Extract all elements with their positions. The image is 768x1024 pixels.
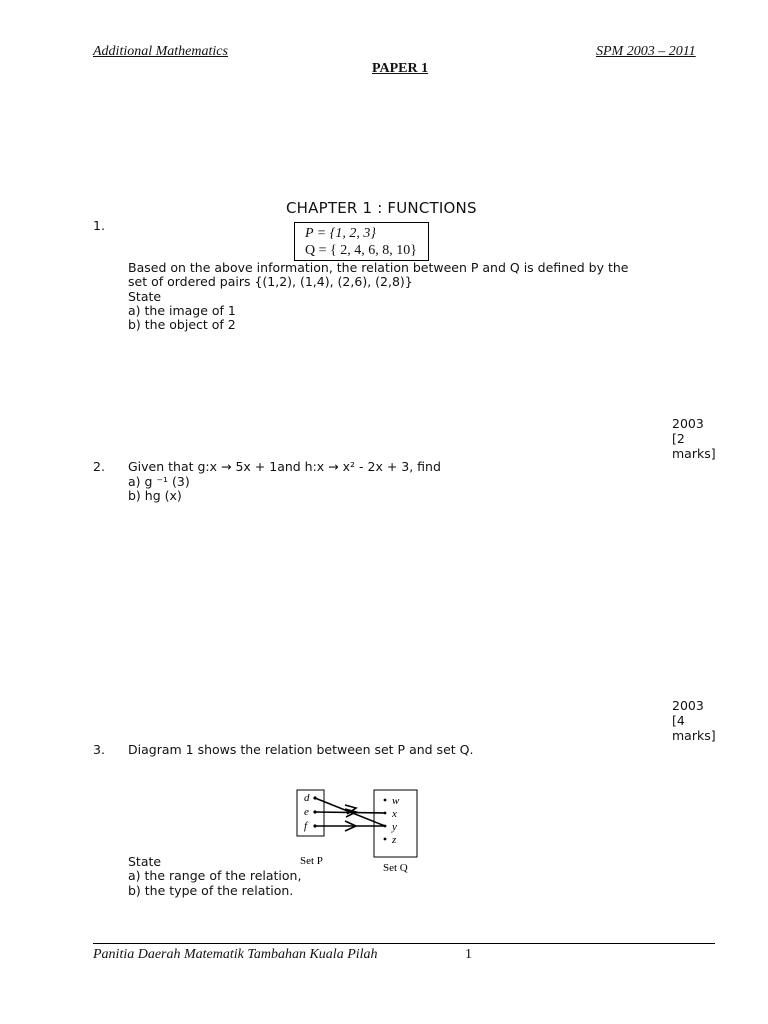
question-1-set-box: [294, 222, 429, 261]
set-q-definition: Q = { 2, 4, 6, 8, 10}: [305, 243, 417, 258]
question-1-number: 1.: [93, 218, 105, 233]
set-q-label: Set Q: [383, 862, 408, 874]
question-3-part-a: a) the range of the relation,: [128, 868, 302, 883]
question-1-marks-count: [2 marks]: [672, 431, 716, 461]
question-2-marks-year: 2003: [672, 698, 704, 713]
question-2-part-a: a) g ⁻¹ (3): [128, 474, 190, 489]
question-1-text-line-2: set of ordered pairs {(1,2), (1,4), (2,6), (2,8)}: [128, 274, 413, 289]
question-1-state: State: [128, 289, 162, 304]
question-2-marks: [672, 698, 732, 743]
question-2-number: 2.: [93, 459, 105, 474]
question-2-part-b: b) hg (x): [128, 488, 182, 503]
question-2-marks-count: [4 marks]: [672, 713, 716, 743]
dot-w: [384, 799, 387, 802]
set-q-element-x: x: [392, 808, 397, 820]
question-3-state: State: [128, 854, 162, 869]
question-1-marks-year: 2003: [672, 416, 704, 431]
paper-title: PAPER 1: [372, 61, 429, 76]
set-p-label: Set P: [300, 855, 323, 867]
set-p-box: [297, 790, 324, 836]
set-p-element-d: d: [304, 792, 310, 804]
question-3-part-b: b) the type of the relation.: [128, 883, 294, 898]
relation-arrow-diagram: [290, 784, 430, 876]
page-number: 1: [465, 947, 472, 962]
question-1-part-b: b) the object of 2: [128, 317, 236, 332]
set-q-element-y: y: [392, 821, 397, 833]
set-q-element-z: z: [392, 834, 397, 846]
question-1-part-a: a) the image of 1: [128, 303, 236, 318]
set-q-element-w: w: [392, 795, 400, 807]
set-p-definition: P = {1, 2, 3}: [305, 226, 376, 241]
footer-divider: [93, 943, 715, 944]
set-p-element-e: e: [304, 806, 309, 818]
footer-organization: Panitia Daerah Matematik Tambahan Kuala Pilah: [93, 947, 378, 962]
question-3-text: Diagram 1 shows the relation between set P and set Q.: [128, 742, 474, 757]
chapter-title: CHAPTER 1 : FUNCTIONS: [286, 199, 477, 217]
dot-z: [384, 838, 387, 841]
question-2-text: Given that g:x → 5x + 1and h:x → x² - 2x + 3, find: [128, 459, 441, 474]
question-1-text-line-1: Based on the above information, the relation between P and Q is defined by the: [128, 260, 629, 275]
question-1-marks: [672, 416, 732, 461]
header-exam-years: SPM 2003 – 2011: [596, 44, 696, 59]
question-3-number: 3.: [93, 742, 105, 757]
set-p-element-f: f: [304, 820, 308, 832]
header-subject: Additional Mathematics: [93, 44, 228, 59]
